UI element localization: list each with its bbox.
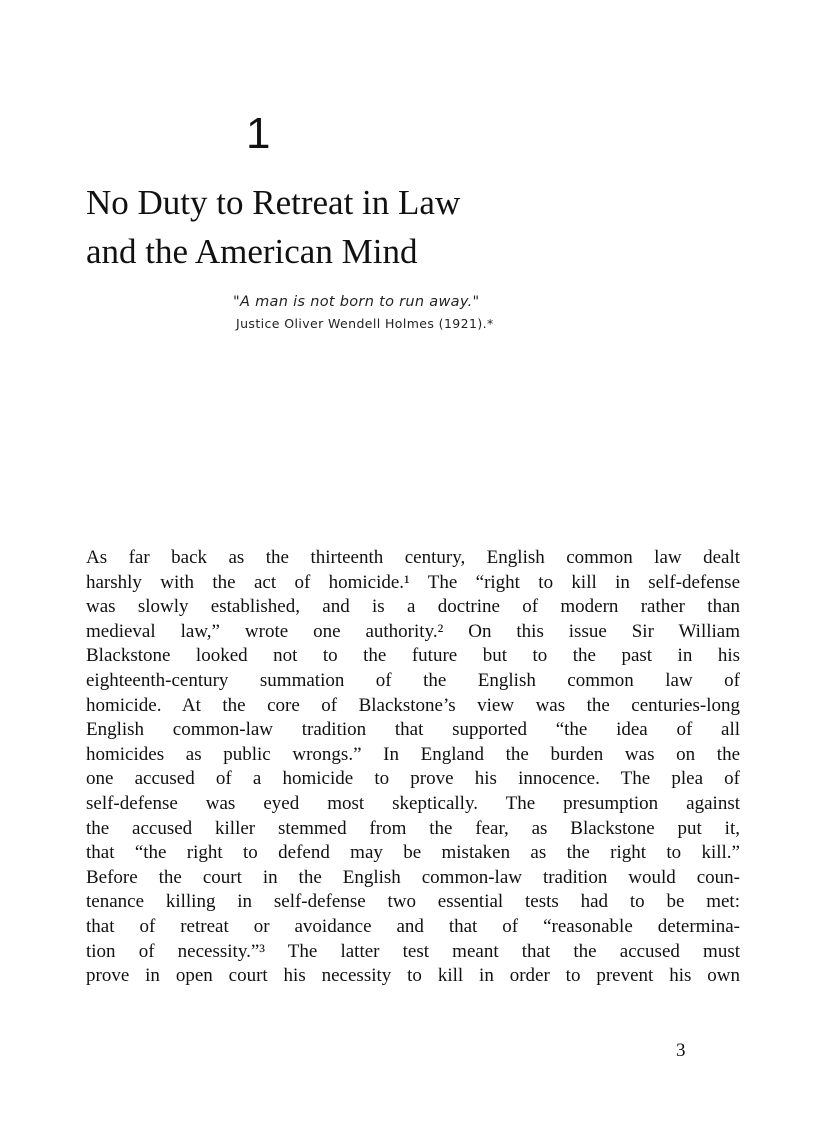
- chapter-number: 1: [246, 109, 271, 158]
- body-line: that “the right to defend may be mistaken as the right to kill.”: [86, 842, 740, 864]
- page-number: 3: [676, 1040, 686, 1061]
- chapter-title-line: No Duty to Retreat in Law: [86, 183, 461, 222]
- body-line: medieval law,” wrote one authority.² On this issue Sir William: [86, 620, 740, 642]
- body-line: was slowly established, and is a doctrine of modern rather than: [86, 596, 740, 618]
- epigraph-quote: "A man is not born to run away.": [233, 294, 480, 310]
- body-line: Blackstone looked not to the future but to the past in his: [86, 645, 740, 667]
- chapter-title-line: and the American Mind: [86, 232, 418, 271]
- body-paragraph: [86, 546, 740, 989]
- body-line: that of retreat or avoidance and that of “reasonable determina-: [86, 915, 740, 937]
- body-line: eighteenth-century summation of the English common law of: [86, 669, 740, 691]
- body-line: harshly with the act of homicide.¹ The “right to kill in self-defense: [86, 571, 740, 593]
- epigraph: [233, 292, 653, 334]
- body-line: the accused killer stemmed from the fear, as Blackstone put it,: [86, 817, 740, 839]
- body-line: tion of necessity.”³ The latter test meant that the accused must: [86, 940, 740, 962]
- body-line: As far back as the thirteenth century, English common law dealt: [86, 547, 740, 568]
- body-line: Before the court in the English common-law tradition would coun-: [86, 866, 740, 888]
- chapter-title: [86, 178, 726, 276]
- body-line: one accused of a homicide to prove his innocence. The plea of: [86, 768, 740, 790]
- body-line: tenance killing in self-defense two essential tests had to be met:: [86, 891, 740, 913]
- body-line: homicides as public wrongs.” In England the burden was on the: [86, 743, 740, 765]
- body-line: homicide. At the core of Blackstone’s view was the centuries-long: [86, 694, 740, 716]
- body-line: English common-law tradition that supported “the idea of all: [86, 719, 740, 741]
- body-line: self-defense was eyed most skeptically. The presumption against: [86, 792, 740, 814]
- epigraph-attribution: Justice Oliver Wendell Holmes (1921).*: [236, 316, 494, 331]
- body-line: prove in open court his necessity to kill in order to prevent his own: [86, 965, 740, 987]
